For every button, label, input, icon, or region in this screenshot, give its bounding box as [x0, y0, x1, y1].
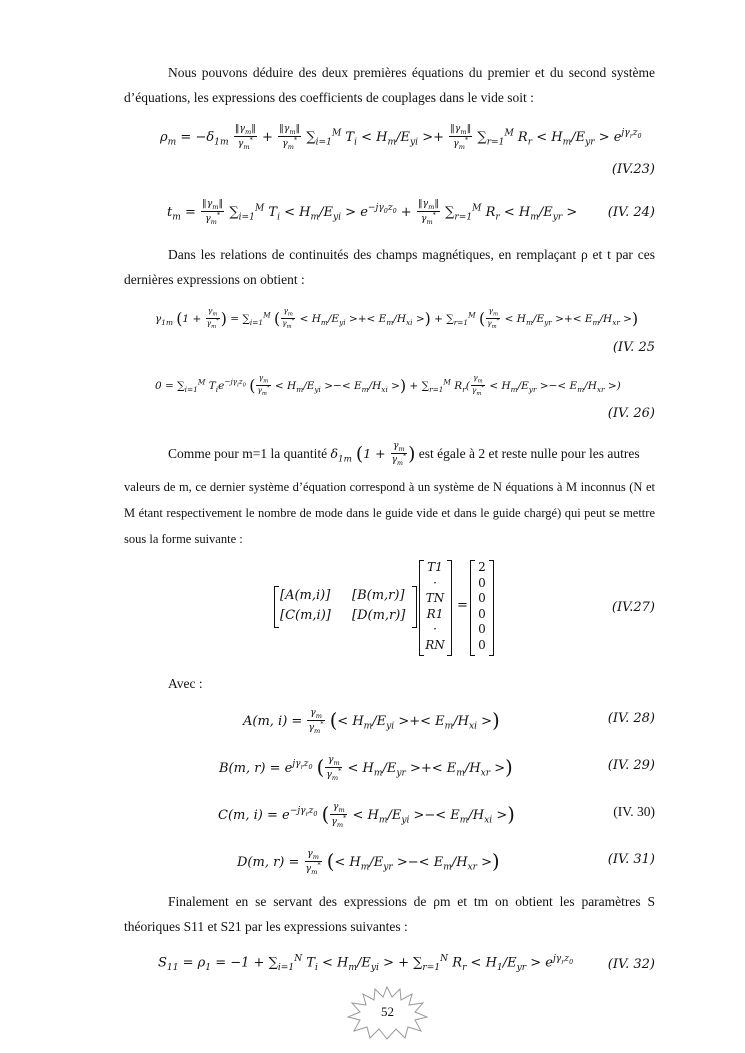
- vector-unknown-t1: T1: [427, 560, 443, 574]
- equation-label-iv28: (IV. 28): [607, 711, 655, 726]
- paragraph-continuity-text: Dans les relations de continuités des champs magnétiques, en remplaçant ρ et t par ces dernières expressions on obtient :: [124, 247, 655, 287]
- matrix-block-d: [D(m,r)]: [352, 608, 406, 623]
- vector-rhs-value: 0: [478, 575, 486, 590]
- vector-unknown-dot: ·: [433, 622, 437, 636]
- paragraph-intro: [124, 60, 655, 110]
- vector-unknown-dot: ·: [433, 575, 437, 590]
- paragraph-intro-text: Nous pouvons déduire des deux premières équations du premier et du second système d’équations, les expressions des coefficients de couplages dans le vide soit :: [124, 65, 655, 105]
- equation-iv29: B(m, $r) = e^{j\gamma_rz_0}$ ( $\frac{\gamma_m}{\gamma_m^*}$ < $H_m/E_{yr}$ >+< $E_m/H_{xr}$ >): [219, 754, 513, 782]
- equation-label-iv24: (IV. 24): [607, 205, 655, 220]
- paragraph-s-parameters-text: Finalement en se servant des expressions de ρm et tm on obtient les paramètres S théoriques S11 et S21 par les expressions suivantes :: [124, 894, 655, 934]
- equation-iv32: $S_{11} = \rho_1 = -1 + \sum_{i=1}^N$ $T_i < H_m/E_{yi}$ > + $\sum_{r=1}^N$ $R_r < H_1/E_{yr} > e^{j\gamma_rz_0}$: [158, 954, 574, 973]
- page-number-seal: [345, 985, 430, 1040]
- equation-label-iv27: (IV.27): [611, 600, 655, 615]
- equation-iv23: $\rho_m = -\delta_{1m}$ $\frac{‖\gamma_m‖}{\gamma_m^*}$ + $\frac{‖\gamma_m‖}{\gamma_m^*}$ $\sum_{i=1}^M$ $T_i < H_m/E_{yi}$ >+ $\frac{‖\gamma_m‖}{\gamma_m^*}$ $\sum_{r=1}^M$ $R_r < H_m/E_{yr} > e^{j\gamma_rz_0}$: [160, 123, 642, 151]
- equation-iv31: D(m, r) = $\frac{\gamma_m}{\gamma_m^*}$ (< $H_m/E_{yr}$ >−< $E_m/H_{xr}$ >): [237, 848, 500, 876]
- paragraph-quantity: [124, 441, 655, 473]
- equation-iv25: $\gamma_{1m}$ (1 + $\frac{\gamma_m}{\gamma_m^*}$ ) = $\sum_{i=1}^M$ ( $\frac{\gamma_m}{\gamma_m^*}$ < $H_m/E_{yi}$ >+< $E_m/H_{xi}$ >) + $\sum_{r=1}^M$ ( $\frac{\gamma_m}{\gamma_m^*}$ < $H_m/E_{yr}$ >+< $E_m/H_{xr}$ >): [155, 306, 639, 331]
- paragraph-quantity-start: Comme pour m=1 la quantité: [168, 446, 328, 461]
- vector-rhs-value: 2: [478, 560, 486, 574]
- avec-label: Avec :: [168, 676, 203, 691]
- equals-sign: =: [457, 598, 468, 613]
- equation-iv28: A(m, i) = $\frac{\gamma_m}{\gamma_m^*}$ (< $H_m/E_{yi}$ >+< $E_m/H_{xi}$ >): [243, 707, 500, 735]
- vector-unknown-r1: R1: [426, 606, 444, 621]
- equation-label-iv30: (IV. 30): [613, 804, 655, 819]
- equation-iv24: $t_m$ = $\frac{‖\gamma_m‖}{\gamma_m^*}$ $\sum_{i=1}^M$ $T_i < H_m/E_{yi} > e^{-j\gamma_0z_0}$ + $\frac{‖\gamma_m‖}{\gamma_m^*}$ $\sum_{r=1}^M$ $R_r < H_m/E_{yr}$ >: [167, 198, 578, 226]
- vector-rhs-value: 0: [478, 622, 486, 636]
- vector-unknowns-right-bracket: [447, 560, 452, 656]
- matrix-block-b: [B(m,r)]: [352, 588, 405, 603]
- paragraph-system: [124, 474, 655, 552]
- vector-unknown-rn: RN: [425, 637, 445, 652]
- vector-rhs-value: 0: [478, 637, 486, 652]
- equation-iv26: $0 = \sum_{i=1}^M$ $T_ie^{-j\gamma_iz_0}$ ( $\frac{\gamma_m}{\gamma_m^*}$ < $H_m/E_{yi}$ >−< $E_m/H_{xi}$ >) + $\sum_{r=1}^M$ $R_r$( $\frac{\gamma_m}{\gamma_m^*}$ < $H_m/E_{yr}$ >−< $E_m/H_{xr}$ >): [155, 373, 621, 398]
- matrix-block-a: [A(m,i)]: [280, 588, 331, 603]
- equation-label-iv31: (IV. 31): [607, 852, 655, 867]
- matrix-right-bracket: [412, 586, 417, 628]
- equation-iv30: C(m, $i) = e^{-j\gamma_rz_0}$ ( $\frac{\gamma_m}{\gamma_m^*}$ < $H_m/E_{yi}$ >−< $E_m/H_{xi}$ >): [218, 801, 515, 829]
- matrix-block-c: [C(m,i)]: [280, 608, 331, 623]
- vector-rhs-value: 0: [478, 591, 486, 605]
- matrix-left-bracket: [274, 586, 279, 628]
- paragraph-continuity: [124, 242, 655, 292]
- equation-label-iv29: (IV. 29): [607, 758, 655, 773]
- paragraph-system-text: valeurs de m, ce dernier système d’équation correspond à un système de N équations à M inconnus (N et M étant respectivement le nombre de mode dans le guide vide et dans le guide chargé) qui peut se mettre sous la forme suivante :: [124, 480, 655, 546]
- vector-rhs-right-bracket: [489, 560, 494, 656]
- matrix-equation-iv27: [274, 560, 504, 656]
- equation-label-iv23: (IV.23): [611, 162, 655, 177]
- equation-label-iv26: (IV. 26): [607, 406, 655, 421]
- vector-rhs-value: 0: [478, 606, 486, 621]
- equation-label-iv25: (IV. 25: [612, 340, 655, 355]
- vector-unknown-tn: TN: [425, 591, 445, 605]
- vector-unknowns: [424, 560, 446, 653]
- inline-delta-expression: $\delta_{1m}$ (1 + $\frac{\gamma_m}{\gamma_m^*}$ ): [330, 440, 416, 467]
- equation-label-iv32: (IV. 32): [607, 957, 655, 972]
- paragraph-s-parameters: [124, 889, 655, 939]
- paragraph-quantity-end: est égale à 2 et reste nulle pour les autres: [418, 446, 640, 461]
- vector-rhs: [475, 560, 489, 653]
- page-number: 52: [381, 1004, 394, 1019]
